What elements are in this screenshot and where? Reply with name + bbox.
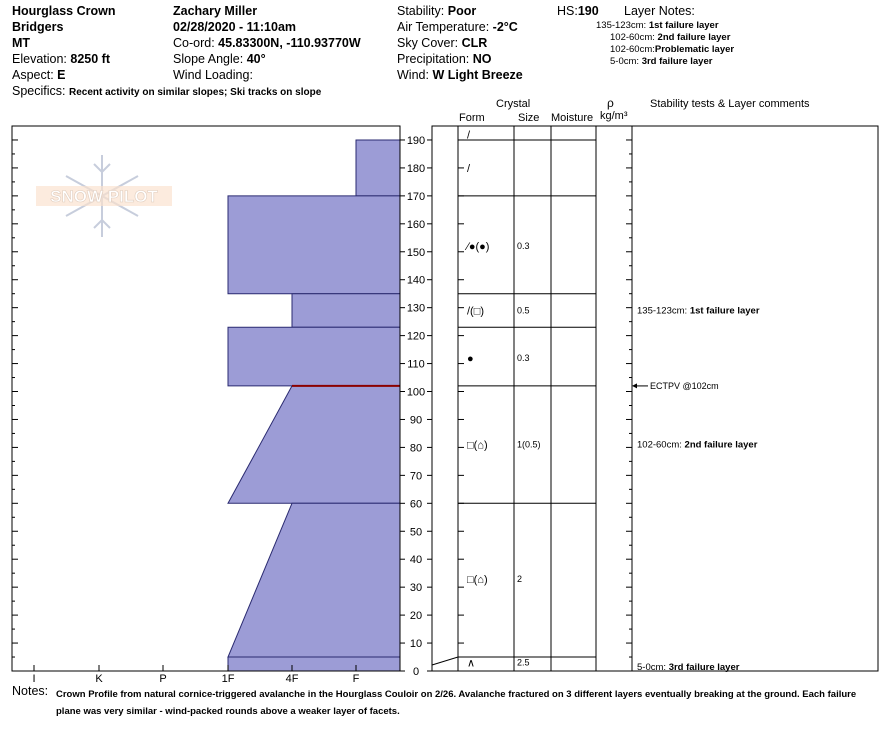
hardness-layer-1 (228, 196, 400, 294)
observation-datetime: 02/28/2020 - 11:10am (173, 20, 297, 34)
layer-table-frame (432, 126, 878, 671)
observer-name: Zachary Miller (173, 4, 258, 18)
y-tick-label: 160 (406, 218, 426, 231)
sky-cover: Sky Cover: CLR (397, 36, 488, 50)
layer-note: 135-123cm: 1st failure layer (596, 20, 719, 31)
slope-angle: Slope Angle: 40° (173, 52, 266, 66)
y-tick-label: 110 (407, 358, 425, 371)
size-header: Size (518, 112, 540, 124)
hardness-layer-0 (356, 140, 400, 196)
hardness-label: K (95, 673, 103, 685)
notes-text: Crown Profile from natural cornice-triggered avalanche in the Hourglass Couloir on 2/26. Avalanche fractured on 3 different layers eventually breaking at the ground. Each failure plane was very similar - wind-packed rounds above a weaker layer of facets. (56, 689, 857, 717)
hardness-label: 1F (221, 673, 235, 685)
hardness-layer-4 (228, 386, 400, 503)
hardness-layer-2 (292, 294, 400, 328)
stability: Stability: Poor (397, 4, 477, 18)
crystal-form: ∧ (467, 657, 476, 670)
coordinates: Co-ord: 45.83300N, -110.93770W (173, 36, 361, 50)
density-symbol: ρ (607, 96, 614, 110)
crystal-form: /(□) (467, 305, 485, 318)
crystal-size: 0.3 (517, 241, 530, 252)
y-tick-label: 20 (409, 610, 423, 623)
y-tick-label: 0 (412, 666, 420, 678)
layer-note: 5-0cm: 3rd failure layer (610, 56, 713, 67)
form-header: Form (459, 112, 485, 124)
layer-comment: 102-60cm: 2nd failure layer (637, 439, 758, 451)
hardness-label: 4F (285, 673, 299, 685)
crystal-form: □(⌂) (467, 439, 488, 452)
crystal-form: ∕●(●) (467, 241, 490, 254)
y-tick-label: 40 (409, 554, 423, 567)
crystal-form: / (467, 129, 471, 142)
y-tick-label: 180 (406, 162, 426, 175)
hardness-layer-6 (228, 657, 400, 671)
crystal-size: 0.3 (517, 352, 530, 363)
y-tick-label: 70 (409, 470, 423, 483)
density-unit: kg/m³ (600, 110, 628, 122)
aspect: Aspect: E (12, 68, 66, 82)
moisture-header: Moisture (551, 112, 594, 124)
y-tick-label: 120 (406, 330, 426, 343)
y-tick-label: 170 (406, 190, 426, 203)
notes-label: Notes: (12, 684, 49, 698)
hardness-label: I (32, 673, 36, 685)
y-tick-label: 80 (409, 442, 423, 455)
crystal-size: 2.5 (517, 657, 530, 668)
y-tick-label: 10 (409, 638, 423, 651)
snowpilot-watermark (36, 155, 172, 237)
stability-header: Stability tests & Layer comments (650, 98, 810, 110)
y-tick-label: 130 (406, 302, 426, 315)
y-tick-label: 60 (409, 498, 423, 511)
stability-test: ECTPV @102cm (650, 380, 719, 391)
crystal-size: 1(0.5) (517, 439, 541, 450)
air-temperature: Air Temperature: -2°C (397, 20, 518, 34)
snow-height: HS:190 (557, 4, 599, 18)
precipitation: Precipitation: NO (397, 52, 492, 66)
y-tick-label: 100 (406, 386, 426, 399)
y-tick-label: 140 (406, 274, 426, 287)
range-name: Bridgers (12, 20, 64, 34)
wind: Wind: W Light Breeze (397, 68, 523, 82)
y-tick-label: 90 (409, 414, 423, 427)
state-name: MT (12, 36, 31, 50)
y-tick-label: 30 (409, 582, 423, 595)
layer-notes-title: Layer Notes: (624, 4, 695, 18)
crystal-form: □(⌂) (467, 573, 488, 586)
hardness-layer-5 (228, 503, 400, 657)
crystal-size: 2 (517, 573, 523, 584)
y-tick-label: 190 (406, 134, 426, 147)
location-name: Hourglass Crown (12, 4, 116, 18)
arrow-head-icon (632, 383, 637, 388)
hardness-layer-3 (228, 327, 400, 386)
layer-comment: 135-123cm: 1st failure layer (637, 305, 760, 317)
crystal-size: 0.5 (517, 305, 530, 316)
crystal-form: ● (467, 352, 474, 365)
hardness-label: F (352, 673, 360, 685)
crystal-header: Crystal (496, 98, 531, 110)
y-tick-label: 150 (406, 246, 426, 259)
wind-loading: Wind Loading: (173, 68, 253, 82)
elevation: Elevation: 8250 ft (12, 52, 110, 66)
layer-note: 102-60cm:Problematic layer (610, 44, 735, 55)
layer-comment: 5-0cm: 3rd failure layer (637, 661, 740, 673)
watermark-text: SNOW PILOT (50, 187, 158, 206)
specifics: Specifics: Recent activity on similar slopes; Ski tracks on slope (12, 84, 322, 98)
crystal-form: / (467, 162, 471, 175)
layer-note: 102-60cm: 2nd failure layer (610, 32, 731, 43)
hardness-label: P (159, 673, 167, 685)
y-tick-label: 50 (409, 526, 423, 539)
